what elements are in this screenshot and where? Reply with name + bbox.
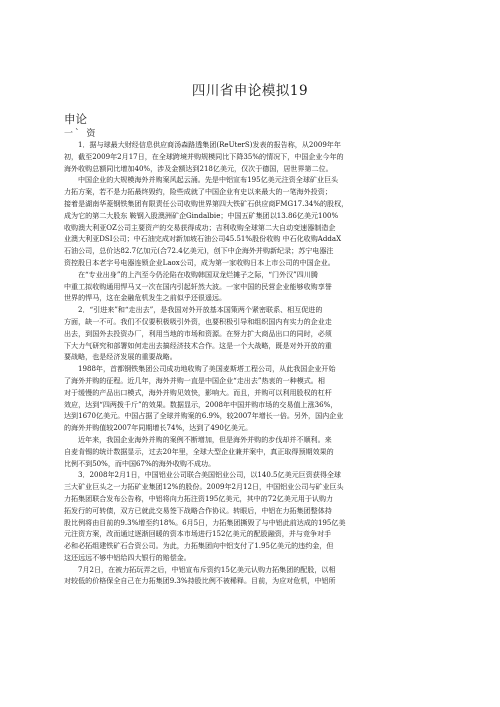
text-line: 初，截至2009年2月17日，在全球跨境并购规模同比下降35%的情况下，中国企业今年的 <box>64 151 344 161</box>
section-heading: 申论 <box>64 112 87 126</box>
text-line: 股比例将由目前的9.3%增至约18%。6月5日，力拓集团撕毁了与中铝此前达成的195亿美 <box>64 517 346 527</box>
text-line: 下大力气研究和部署如何走出去搞经济技术合作。这是一个大战略，既是对外开放的重 <box>64 340 332 350</box>
text-line: 了海外并购的征程。近几年，海外并购一直是中国企业“走出去”热衷的一种模式。相 <box>64 375 325 385</box>
text-line: 1988年，首都钢铁集团公司成功地收购了美国麦斯塔工程公司，从此我国企业开始 <box>78 364 336 374</box>
text-line: 中重工拟收购通用悍马又一次在国内引起轩然大波。一家中国的民营企业能够收购享誉 <box>64 281 332 291</box>
subheading: 一` 资 <box>64 129 98 139</box>
text-line: 元注资方案，改而通过逐渐回暖的资本市场进行152亿美元的配股融资，并与竞争对手 <box>64 529 332 539</box>
text-line: 要战略，也是经济发展的重要战略。 <box>64 352 177 362</box>
text-line: 海外收购总额同比增加40%，涉及金额达到218亿美元，仅次于德国，居世界第二位。 <box>64 163 333 173</box>
text-line: 世界的悍马，这在金融危机发生之前似乎还很遥远。 <box>64 293 227 303</box>
text-line: 对较低的价格保全自己在力拓集团9.3%持股比例不被稀释。目前，为应对危机，中铝所 <box>64 576 336 586</box>
text-line: 成为它的第二大股东 鞍钢入股澳洲矿企Gindalbie；中国五矿集团以13.86亿美元100% <box>64 210 339 220</box>
text-line: 资控股日本老字号电器连锁企业Laox公司，成为第一家收购日本上市公司的中国企业。 <box>64 257 335 267</box>
text-line: 比例不到50%，而中国67%的海外收购不成功。 <box>64 458 216 468</box>
text-line: 力拓集团联合发布公告称，中铝将向力拓注资195亿美元，其中的72亿美元用于认购力 <box>64 493 334 503</box>
text-line: 三大矿业巨头之一力拓矿业集团12%的股份。2009年2月12日，中国铝业公司与矿业巨头 <box>64 482 344 492</box>
text-line: 中国企业的大规模海外并购案风起云涌。先是中铝宣布195亿美元注资全球矿业巨头 <box>78 175 339 185</box>
text-line: 在“专业出身”的上汽至今仍沦陷在收购韩国双龙烂摊子之际，“门外汉”四川腾 <box>78 269 318 279</box>
text-line: 收购澳大利亚OZ公司主要资产的交易获得成功；吉利收购全球第二大自动变速器制造企 <box>64 222 336 232</box>
text-line: 力拓方案，若不是力拓最终毁约，险些成就了中国企业有史以来最大的一笔海外投资； <box>64 187 332 197</box>
text-line: 对于缓慢的产品出口模式，海外并购见效快，影响大。而且，并购可以利用股权的杠杆 <box>64 387 332 397</box>
text-line: 3．2008年2月1日，中国铝业公司联合美国铝业公司，以140.5亿美元巨资获得全球 <box>78 470 341 480</box>
page-title: 四川省申论模拟19 <box>191 83 309 99</box>
text-line: 1．据与球最大财经信息供应商汤森路透集团(ReUterS)发表的报告称，从2009年年 <box>78 140 341 149</box>
text-line: 达到1670亿美元。中国占据了全球并购案的6.9%，较2007年增长一倍。另外，国内企业 <box>64 411 344 421</box>
text-line: 这还远远不够中铝给四大银行的赔偿金。 <box>64 552 191 562</box>
text-line: 业澳大利亚DSI公司；中石油完成对新加坡石油公司45.51%股份收购 中石化收购AddaX <box>64 234 342 244</box>
text-line: 7月2日，在被力拓玩弄之后，中铝宣布斥资约15亿美元认购力拓集团的配股，以相 <box>78 564 336 574</box>
text-line: 的海外并购值较2007年同期增长74%，达到了490亿美元。 <box>64 423 252 433</box>
text-line: 出去，到国外去投资办厂，利用当地的市场和资源。在努力扩大商品出口的同时，必须 <box>64 328 332 338</box>
text-line: 方面，缺一不可。我们不仅要积极吸引外资，也要积极引导和组织国内有实力的企业走 <box>64 316 332 326</box>
text-line: 近年来，我国企业海外并购的案例不断增加，但是海外并购的步伐却并不顺利。来 <box>78 434 332 444</box>
text-line: 石油公司，总价达82.7亿加元(合72.4亿美元)，创下中企海外并购新纪录；苏宁电器注 <box>64 246 334 256</box>
text-line: 接着是湖南华菱钢铁集团有限责任公司收购世界第四大铁矿石供应商FMG17.34%的股权， <box>64 198 349 208</box>
text-line: 必和必拓组建铁矿石合资公司。为此，力拓集团向中铝支付了1.95亿美元的违约金，但 <box>64 541 334 551</box>
body-text <box>64 139 436 587</box>
text-line: 效应，达到“四两拨千斤”的效果。数据显示，2008年中国并购市场的交易值上涨36%， <box>64 399 338 409</box>
text-line: 2．“引进来”和“走出去”，是我国对外开放基本国策两个紧密联系、相互促进的 <box>78 305 323 315</box>
text-line: 拓发行的可转债，双方已就此交易签下战略合作协议。转眼后，中铝在力拓集团整体持 <box>64 505 332 515</box>
text-line: 自麦肯锡的统计数据显示，过去20年里，全球大型企业兼并案中，真正取得预期效果的 <box>64 446 334 456</box>
